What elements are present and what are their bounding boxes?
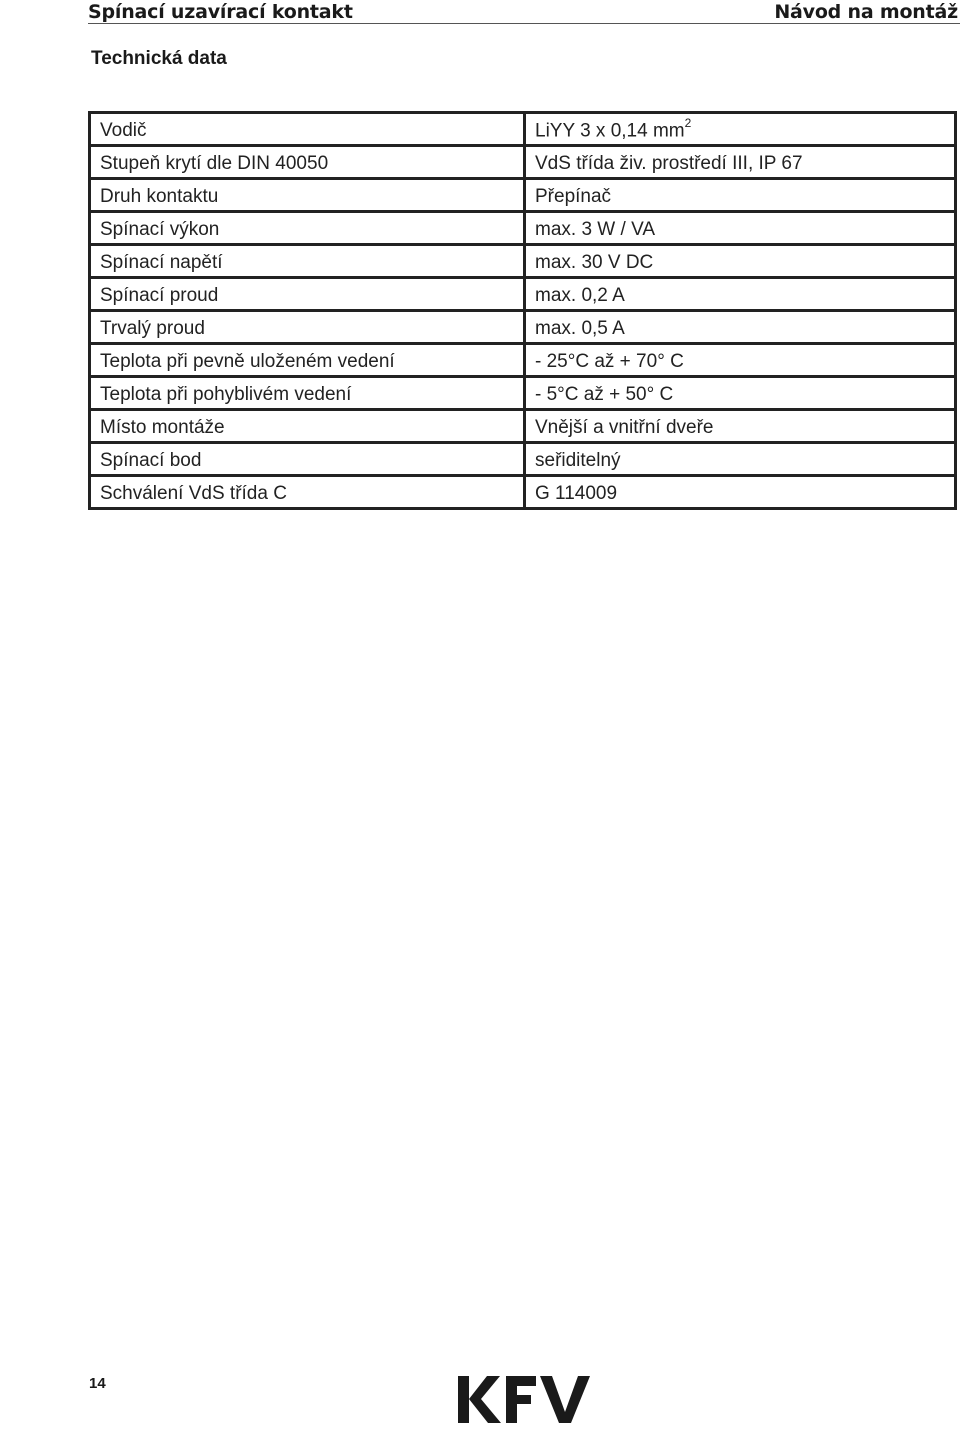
document-type: Návod na montáž	[774, 1, 958, 23]
spec-label: Stupeň krytí dle DIN 40050	[90, 146, 525, 179]
table-row	[90, 476, 956, 509]
table-row	[90, 245, 956, 278]
table-row	[90, 278, 956, 311]
spec-value: max. 0,5 A	[525, 311, 956, 344]
spec-value: VdS třída živ. prostředí III, IP 67	[525, 146, 956, 179]
spec-label: Schválení VdS třída C	[90, 476, 525, 509]
spec-value: Přepínač	[525, 179, 956, 212]
spec-value: Vnější a vnitřní dveře	[525, 410, 956, 443]
document-title: Spínací uzavírací kontakt	[88, 1, 353, 23]
spec-label: Spínací výkon	[90, 212, 525, 245]
spec-label: Místo montáže	[90, 410, 525, 443]
spec-label: Spínací proud	[90, 278, 525, 311]
table-row	[90, 344, 956, 377]
kfv-logo	[457, 1374, 593, 1426]
table-row	[90, 311, 956, 344]
table-row	[90, 443, 956, 476]
table-row	[90, 146, 956, 179]
spec-label: Teplota při pohyblivém vedení	[90, 377, 525, 410]
spec-value: G 114009	[525, 476, 956, 509]
table-row	[90, 179, 956, 212]
spec-value: - 25°C až + 70° C	[525, 344, 956, 377]
spec-label: Spínací napětí	[90, 245, 525, 278]
spec-label: Teplota při pevně uloženém vedení	[90, 344, 525, 377]
page-number: 14	[89, 1375, 106, 1392]
table-row	[90, 410, 956, 443]
table-row	[90, 212, 956, 245]
spec-value: max. 3 W / VA	[525, 212, 956, 245]
section-title: Technická data	[91, 48, 227, 69]
spec-label: Trvalý proud	[90, 311, 525, 344]
page-header	[88, 0, 960, 24]
spec-label: Spínací bod	[90, 443, 525, 476]
spec-label: Vodič	[90, 113, 525, 146]
spec-value	[525, 113, 956, 146]
table-row	[90, 113, 956, 146]
spec-value: - 5°C až + 50° C	[525, 377, 956, 410]
spec-value-text: LiYY 3 x 0,14 mm	[535, 120, 685, 142]
spec-value: seřiditelný	[525, 443, 956, 476]
spec-value-superscript: 2	[684, 116, 692, 130]
technical-data-table	[88, 111, 957, 510]
spec-value: max. 0,2 A	[525, 278, 956, 311]
table-row	[90, 377, 956, 410]
spec-label: Druh kontaktu	[90, 179, 525, 212]
spec-value: max. 30 V DC	[525, 245, 956, 278]
